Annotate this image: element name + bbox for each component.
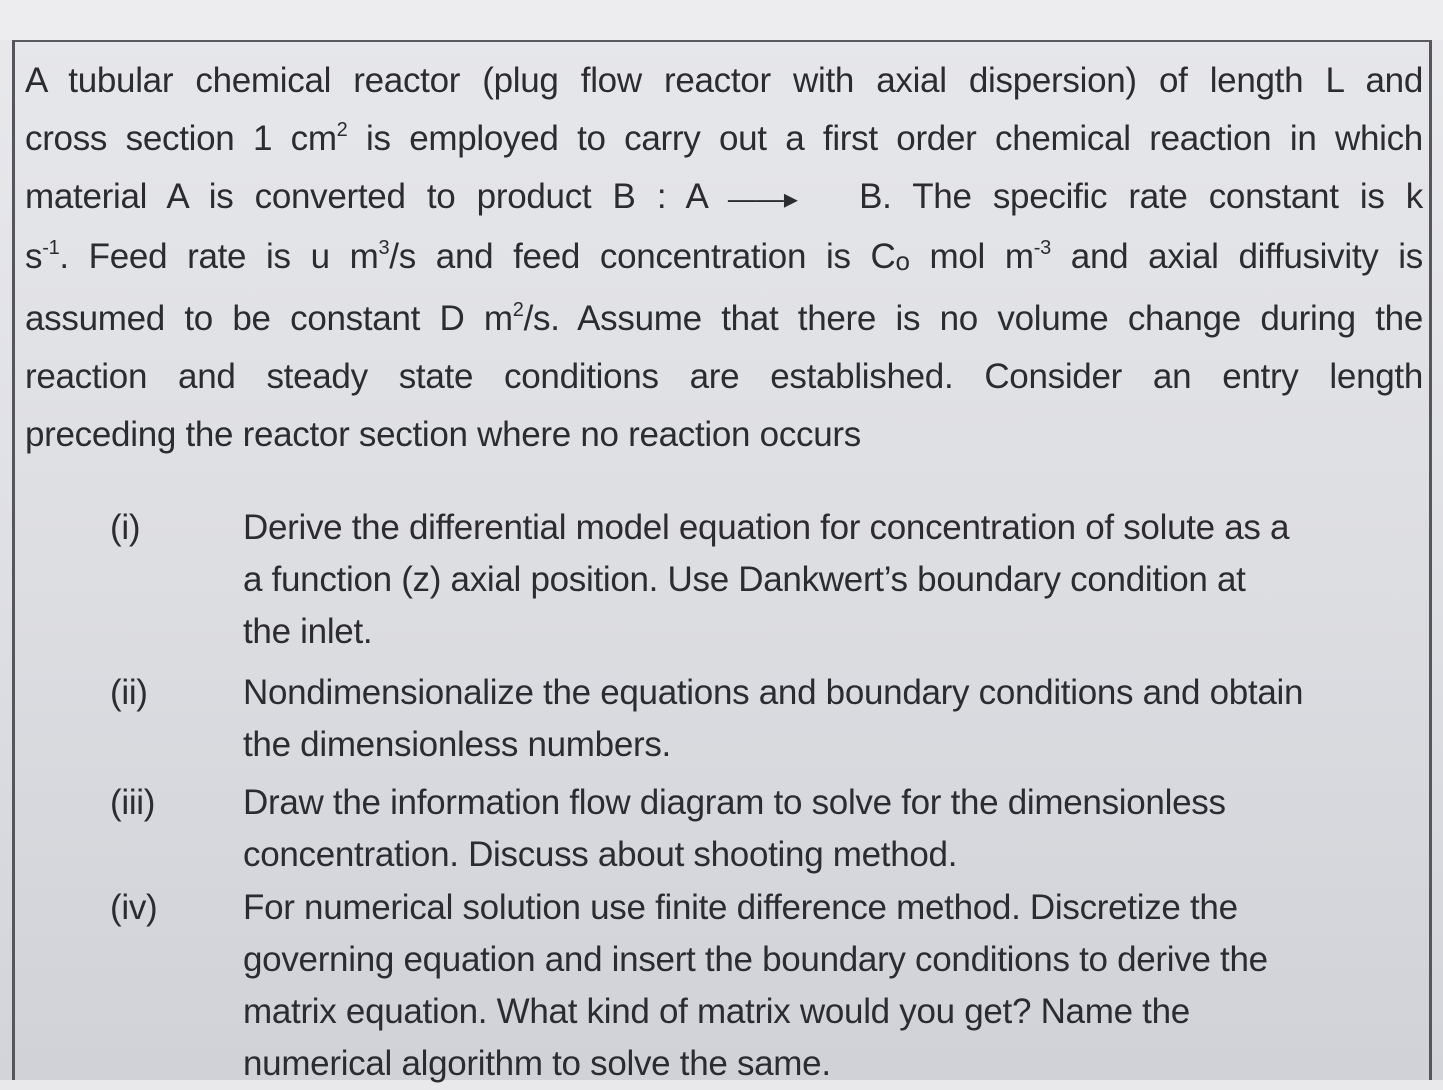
part-line: a function (z) axial position. Use Dankwert’s boundary condition at	[243, 560, 1246, 599]
part-line: Nondimensionalize the equations and boundary conditions and obtain	[243, 673, 1304, 712]
part-line: the inlet.	[243, 612, 373, 651]
part-line: Derive the differential model equation for concentration of solute as a	[243, 508, 1290, 547]
statement-line-6: reaction and steady state conditions are established. Consider an entry length	[25, 357, 1423, 396]
page-top-strip	[0, 0, 1443, 40]
part-text	[243, 882, 1403, 1090]
part-line: For numerical solution use finite difference method. Discretize the	[243, 888, 1238, 927]
statement-line-5: assumed to be constant D $m^2/s$. Assume that there is no volume change during the	[25, 299, 1423, 338]
part-number: (i)	[110, 508, 141, 547]
part-line: governing equation and insert the boundary conditions to derive the	[243, 940, 1268, 979]
statement-line-1: A tubular chemical reactor (plug flow reactor with axial dispersion) of length L and	[25, 61, 1423, 100]
part-text	[243, 777, 1403, 881]
statement-line-2: cross section 1 $cm^2$ is employed to carry out a first order chemical reaction in which	[25, 119, 1423, 158]
part-number: (iv)	[110, 888, 158, 927]
part-line: concentration. Discuss about shooting method.	[243, 835, 958, 874]
reaction-arrow-icon: ——▸	[727, 183, 798, 214]
part-number: (iii)	[110, 783, 156, 822]
part-text	[243, 502, 1403, 658]
part-line: Draw the information flow diagram to solve for the dimensionless	[243, 783, 1226, 822]
part-line: matrix equation. What kind of matrix would you get? Name the	[243, 992, 1190, 1031]
part-number: (ii)	[110, 673, 148, 712]
part-text	[243, 667, 1403, 771]
part-line: the dimensionless numbers.	[243, 725, 671, 764]
part-line: numerical algorithm to solve the same.	[243, 1044, 831, 1083]
statement-line-7: preceding the reactor section where no reaction occurs	[25, 415, 861, 454]
statement-line-4: $s^{-1}$. Feed rate is u $m^3/s$ and feed concentration is $C_o$ mol $m^{-3}$ and axial diffusivity is	[25, 237, 1423, 276]
question-box	[12, 40, 1432, 1083]
statement-line-3: material A is converted to product B : A ——▸ B. The specific rate constant is k	[25, 168, 1423, 228]
problem-statement	[25, 52, 1423, 464]
